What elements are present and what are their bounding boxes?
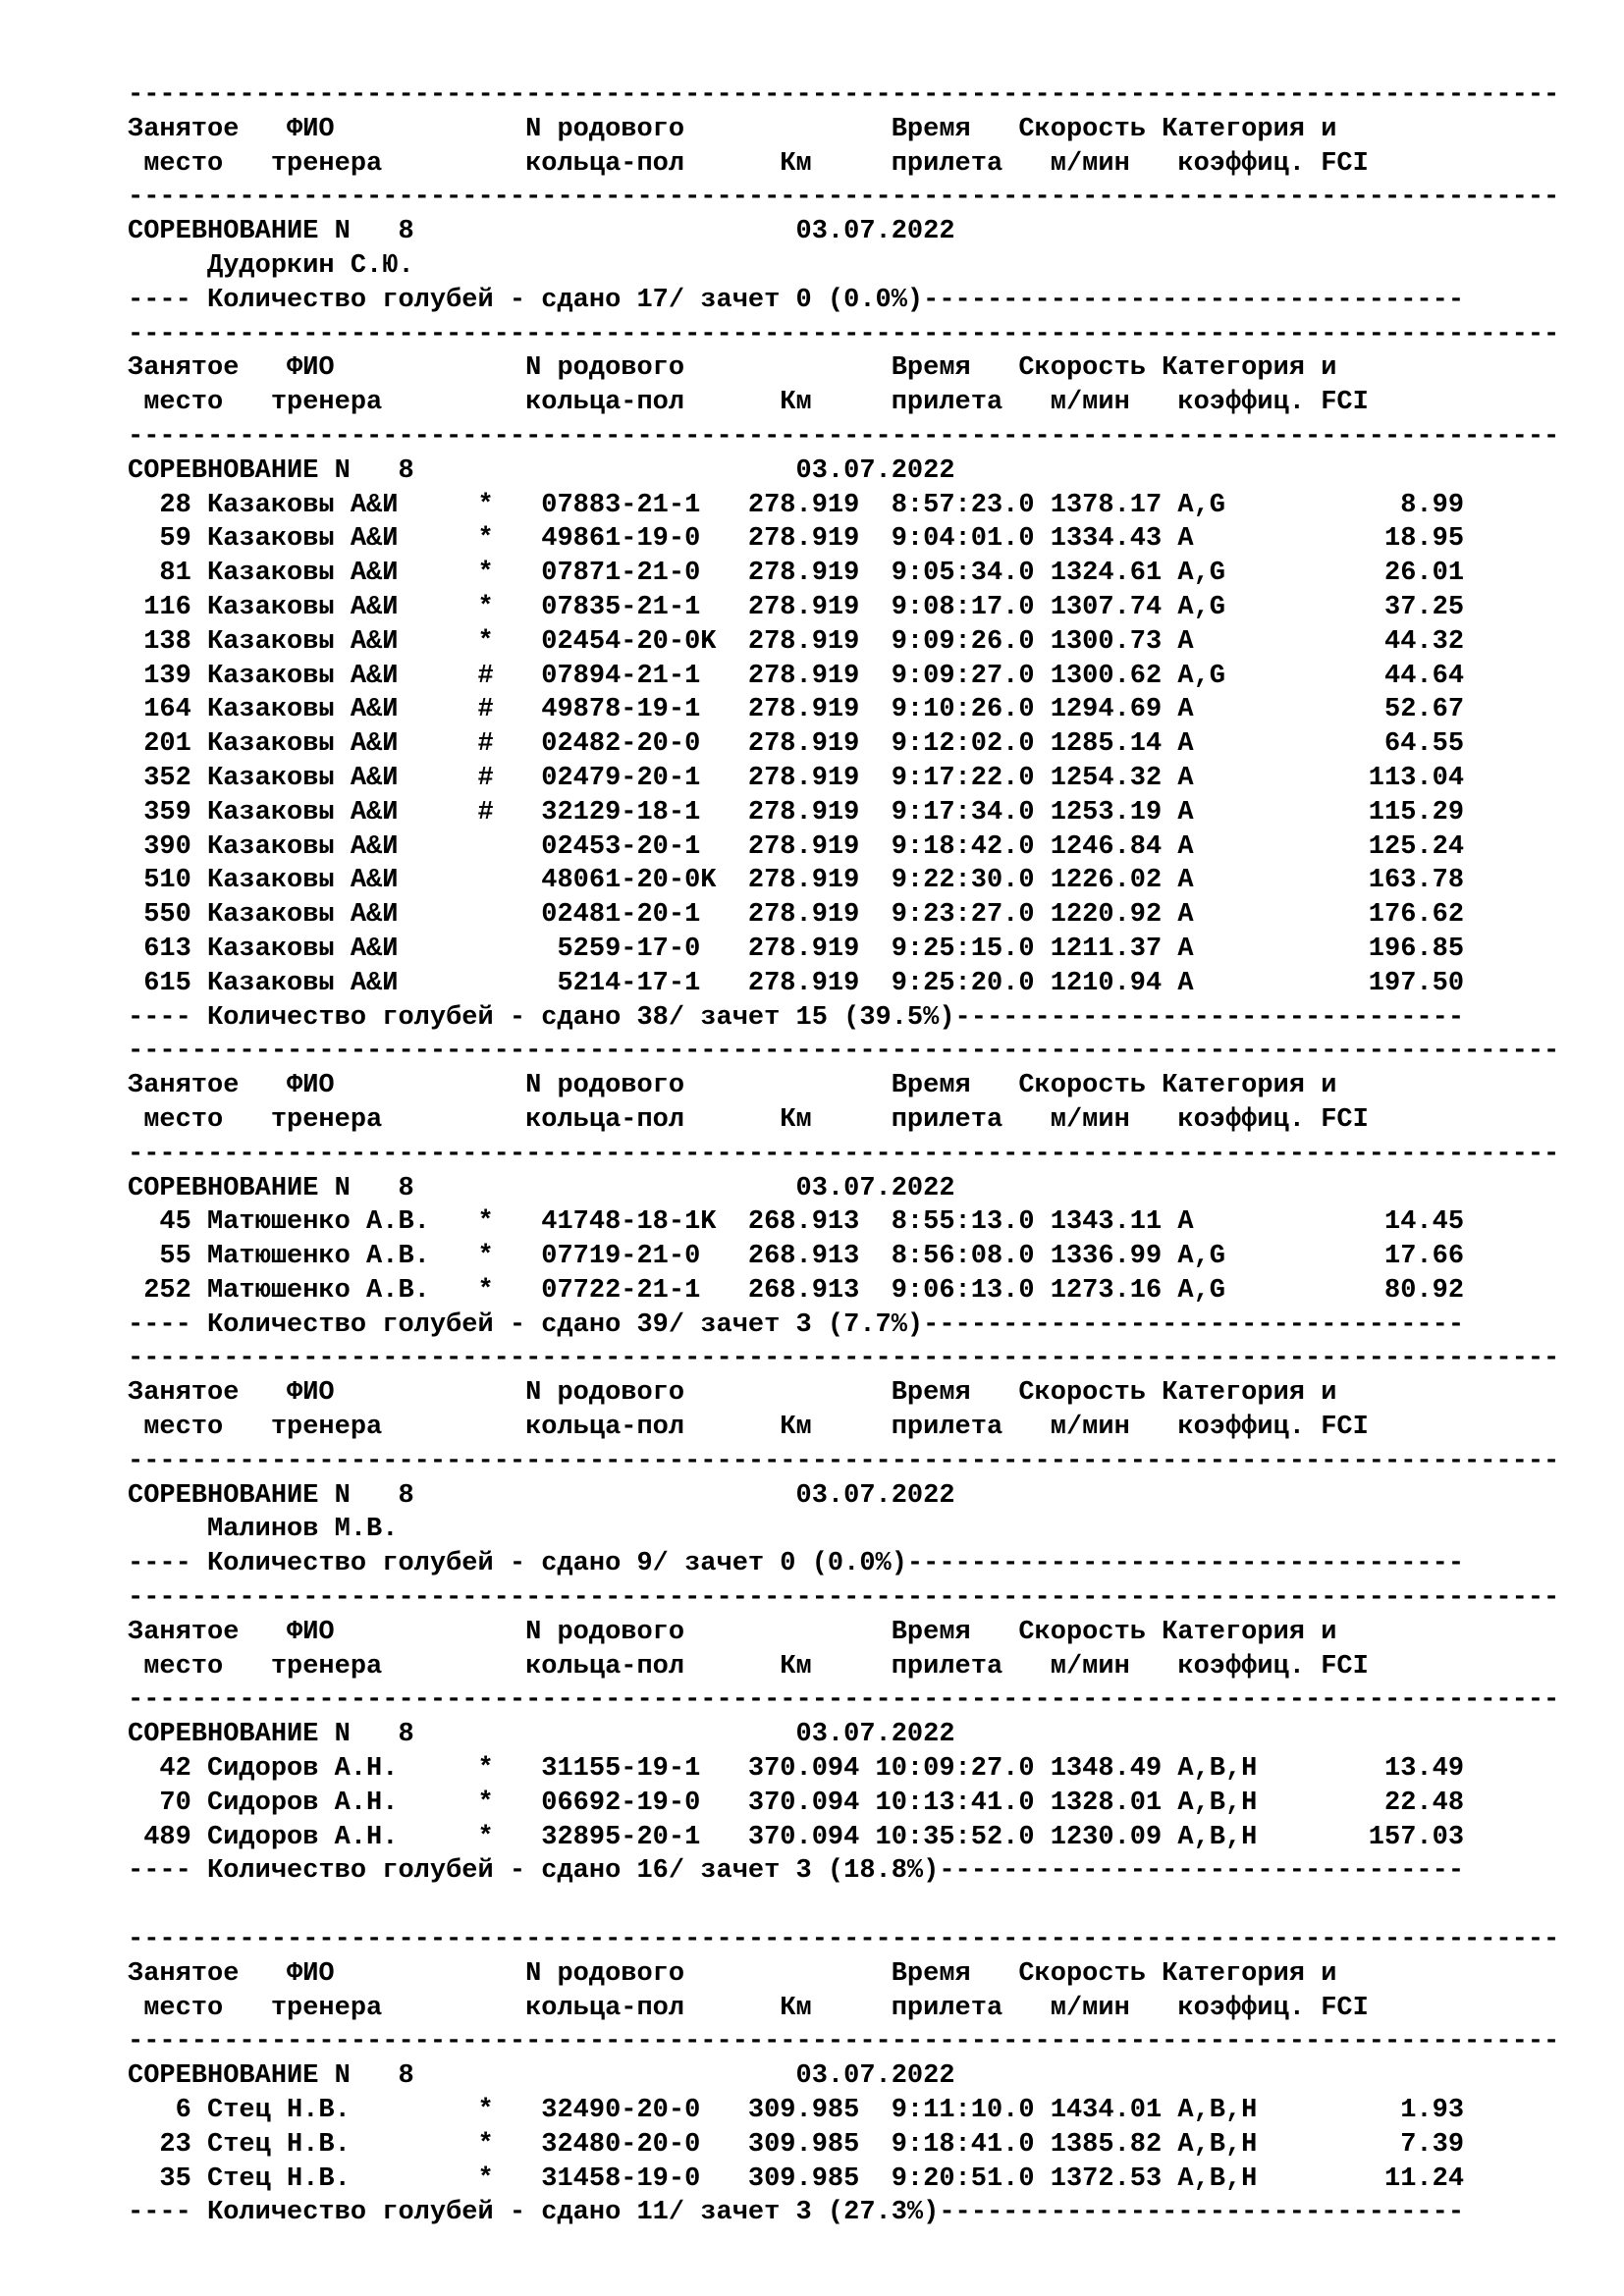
result-row: 81 Казаковы А&И * 07871-21-0 278.919 9:05:34.0 1324.61 A,G 26.01 — [128, 559, 1465, 589]
separator-line: ------------------------------------------------------------------------------------------ — [128, 421, 1560, 452]
report-page — [128, 79, 1600, 2230]
result-row: 6 Стец Н.В. * 32490-20-0 309.985 9:11:10.0 1434.01 A,B,H 1.93 — [128, 2096, 1465, 2126]
result-row: 138 Казаковы А&И * 02454-20-0K 278.919 9:09:26.0 1300.73 A 44.32 — [128, 626, 1465, 657]
competition-line: СОРЕВНОВАНИЕ N 8 03.07.2022 — [128, 2061, 955, 2092]
result-row: 489 Сидоров А.Н. * 32895-20-1 370.094 10:35:52.0 1230.09 A,B,H 157.03 — [128, 1822, 1465, 1852]
column-header-line-1: Занятое ФИО N родового Время Скорость Категория и — [128, 114, 1337, 144]
separator-line: ------------------------------------------------------------------------------------------ — [128, 1685, 1560, 1716]
separator-line: ------------------------------------------------------------------------------------------ — [128, 1583, 1560, 1614]
result-row: 23 Стец Н.В. * 32480-20-0 309.985 9:18:41.0 1385.82 A,B,H 7.39 — [128, 2129, 1465, 2160]
column-header-line-1: Занятое ФИО N родового Время Скорость Категория и — [128, 353, 1337, 384]
block-gap — [128, 1889, 1600, 1923]
result-row: 55 Матюшенко А.В. * 07719-21-0 268.913 8:56:08.0 1336.99 A,G 17.66 — [128, 1242, 1465, 1272]
result-row: 252 Матюшенко А.В. * 07722-21-1 268.913 9:06:13.0 1273.16 A,G 80.92 — [128, 1275, 1465, 1306]
summary-line: ---- Количество голубей - сдано 39/ зачет 3 (7.7%)---------------------------------- — [128, 1309, 1465, 1340]
separator-line: ------------------------------------------------------------------------------------------ — [128, 1037, 1560, 1067]
result-row: 116 Казаковы А&И * 07835-21-1 278.919 9:08:17.0 1307.74 A,G 37.25 — [128, 592, 1465, 622]
summary-line: ---- Количество голубей - сдано 9/ зачет 0 (0.0%)----------------------------------- — [128, 1549, 1465, 1579]
result-row: 613 Казаковы А&И 5259-17-0 278.919 9:25:15.0 1211.37 A 196.85 — [128, 934, 1465, 964]
column-header-line-2: место тренера кольца-пол Км прилета м/мин коэффиц. FCI — [128, 1651, 1369, 1682]
column-header-line-1: Занятое ФИО N родового Время Скорость Категория и — [128, 1071, 1337, 1101]
summary-line: ---- Количество голубей - сдано 16/ зачет 3 (18.8%)--------------------------------- — [128, 1856, 1465, 1887]
result-row: 550 Казаковы А&И 02481-20-1 278.919 9:23:27.0 1220.92 A 176.62 — [128, 900, 1465, 931]
result-row: 35 Стец Н.В. * 31458-19-0 309.985 9:20:51.0 1372.53 A,B,H 11.24 — [128, 2163, 1465, 2194]
result-row: 70 Сидоров А.Н. * 06692-19-0 370.094 10:13:41.0 1328.01 A,B,H 22.48 — [128, 1788, 1465, 1818]
summary-line: ---- Количество голубей - сдано 17/ зачет 0 (0.0%)---------------------------------- — [128, 285, 1465, 315]
result-row: 164 Казаковы А&И # 49878-19-1 278.919 9:10:26.0 1294.69 A 52.67 — [128, 695, 1465, 725]
separator-line: ------------------------------------------------------------------------------------------ — [128, 1446, 1560, 1476]
separator-line: ------------------------------------------------------------------------------------------ — [128, 2027, 1560, 2057]
competition-line: СОРЕВНОВАНИЕ N 8 03.07.2022 — [128, 217, 955, 247]
result-row: 615 Казаковы А&И 5214-17-1 278.919 9:25:20.0 1210.94 A 197.50 — [128, 968, 1465, 998]
result-row: 390 Казаковы А&И 02453-20-1 278.919 9:18:42.0 1246.84 A 125.24 — [128, 831, 1465, 862]
result-row: 359 Казаковы А&И # 32129-18-1 278.919 9:17:34.0 1253.19 A 115.29 — [128, 797, 1465, 828]
column-header-line-1: Занятое ФИО N родового Время Скорость Категория и — [128, 1617, 1337, 1647]
column-header-line-2: место тренера кольца-пол Км прилета м/мин коэффиц. FCI — [128, 1993, 1369, 2023]
summary-line: ---- Количество голубей - сдано 38/ зачет 15 (39.5%)-------------------------------- — [128, 1002, 1465, 1033]
summary-line: ---- Количество голубей - сдано 11/ зачет 3 (27.3%)--------------------------------- — [128, 2198, 1465, 2228]
result-row: 201 Казаковы А&И # 02482-20-0 278.919 9:12:02.0 1285.14 A 64.55 — [128, 729, 1465, 760]
result-row: 45 Матюшенко А.В. * 41748-18-1K 268.913 8:55:13.0 1343.11 A 14.45 — [128, 1207, 1465, 1238]
trainer-name-line: Дудоркин С.Ю. — [128, 250, 414, 281]
result-row: 59 Казаковы А&И * 49861-19-0 278.919 9:04:01.0 1334.43 A 18.95 — [128, 524, 1465, 555]
competition-line: СОРЕВНОВАНИЕ N 8 03.07.2022 — [128, 1720, 955, 1750]
column-header-line-2: место тренера кольца-пол Км прилета м/мин коэффиц. FCI — [128, 1104, 1369, 1135]
result-row: 42 Сидоров А.Н. * 31155-19-1 370.094 10:09:27.0 1348.49 A,B,H 13.49 — [128, 1754, 1465, 1785]
column-header-line-2: место тренера кольца-пол Км прилета м/мин коэффиц. FCI — [128, 388, 1369, 418]
result-row: 28 Казаковы А&И * 07883-21-1 278.919 8:57:23.0 1378.17 A,G 8.99 — [128, 490, 1465, 520]
trainer-name-line: Малинов М.В. — [128, 1515, 399, 1545]
separator-line: ------------------------------------------------------------------------------------------ — [128, 80, 1560, 110]
competition-line: СОРЕВНОВАНИЕ N 8 03.07.2022 — [128, 1173, 955, 1203]
competition-line: СОРЕВНОВАНИЕ N 8 03.07.2022 — [128, 1480, 955, 1511]
result-row: 510 Казаковы А&И 48061-20-0K 278.919 9:22:30.0 1226.02 A 163.78 — [128, 866, 1465, 896]
competition-line: СОРЕВНОВАНИЕ N 8 03.07.2022 — [128, 455, 955, 486]
result-row: 352 Казаковы А&И # 02479-20-1 278.919 9:17:22.0 1254.32 A 113.04 — [128, 763, 1465, 793]
separator-line: ------------------------------------------------------------------------------------------ — [128, 1344, 1560, 1374]
result-row: 139 Казаковы А&И # 07894-21-1 278.919 9:09:27.0 1300.62 A,G 44.64 — [128, 661, 1465, 691]
column-header-line-2: место тренера кольца-пол Км прилета м/мин коэффиц. FCI — [128, 1413, 1369, 1443]
separator-line: ------------------------------------------------------------------------------------------ — [128, 1925, 1560, 1955]
column-header-line-2: место тренера кольца-пол Км прилета м/мин коэффиц. FCI — [128, 148, 1369, 179]
column-header-line-1: Занятое ФИО N родового Время Скорость Категория и — [128, 1378, 1337, 1409]
separator-line: ------------------------------------------------------------------------------------------ — [128, 319, 1560, 349]
separator-line: ------------------------------------------------------------------------------------------ — [128, 183, 1560, 213]
separator-line: ------------------------------------------------------------------------------------------ — [128, 1139, 1560, 1169]
column-header-line-1: Занятое ФИО N родового Время Скорость Категория и — [128, 1958, 1337, 1989]
